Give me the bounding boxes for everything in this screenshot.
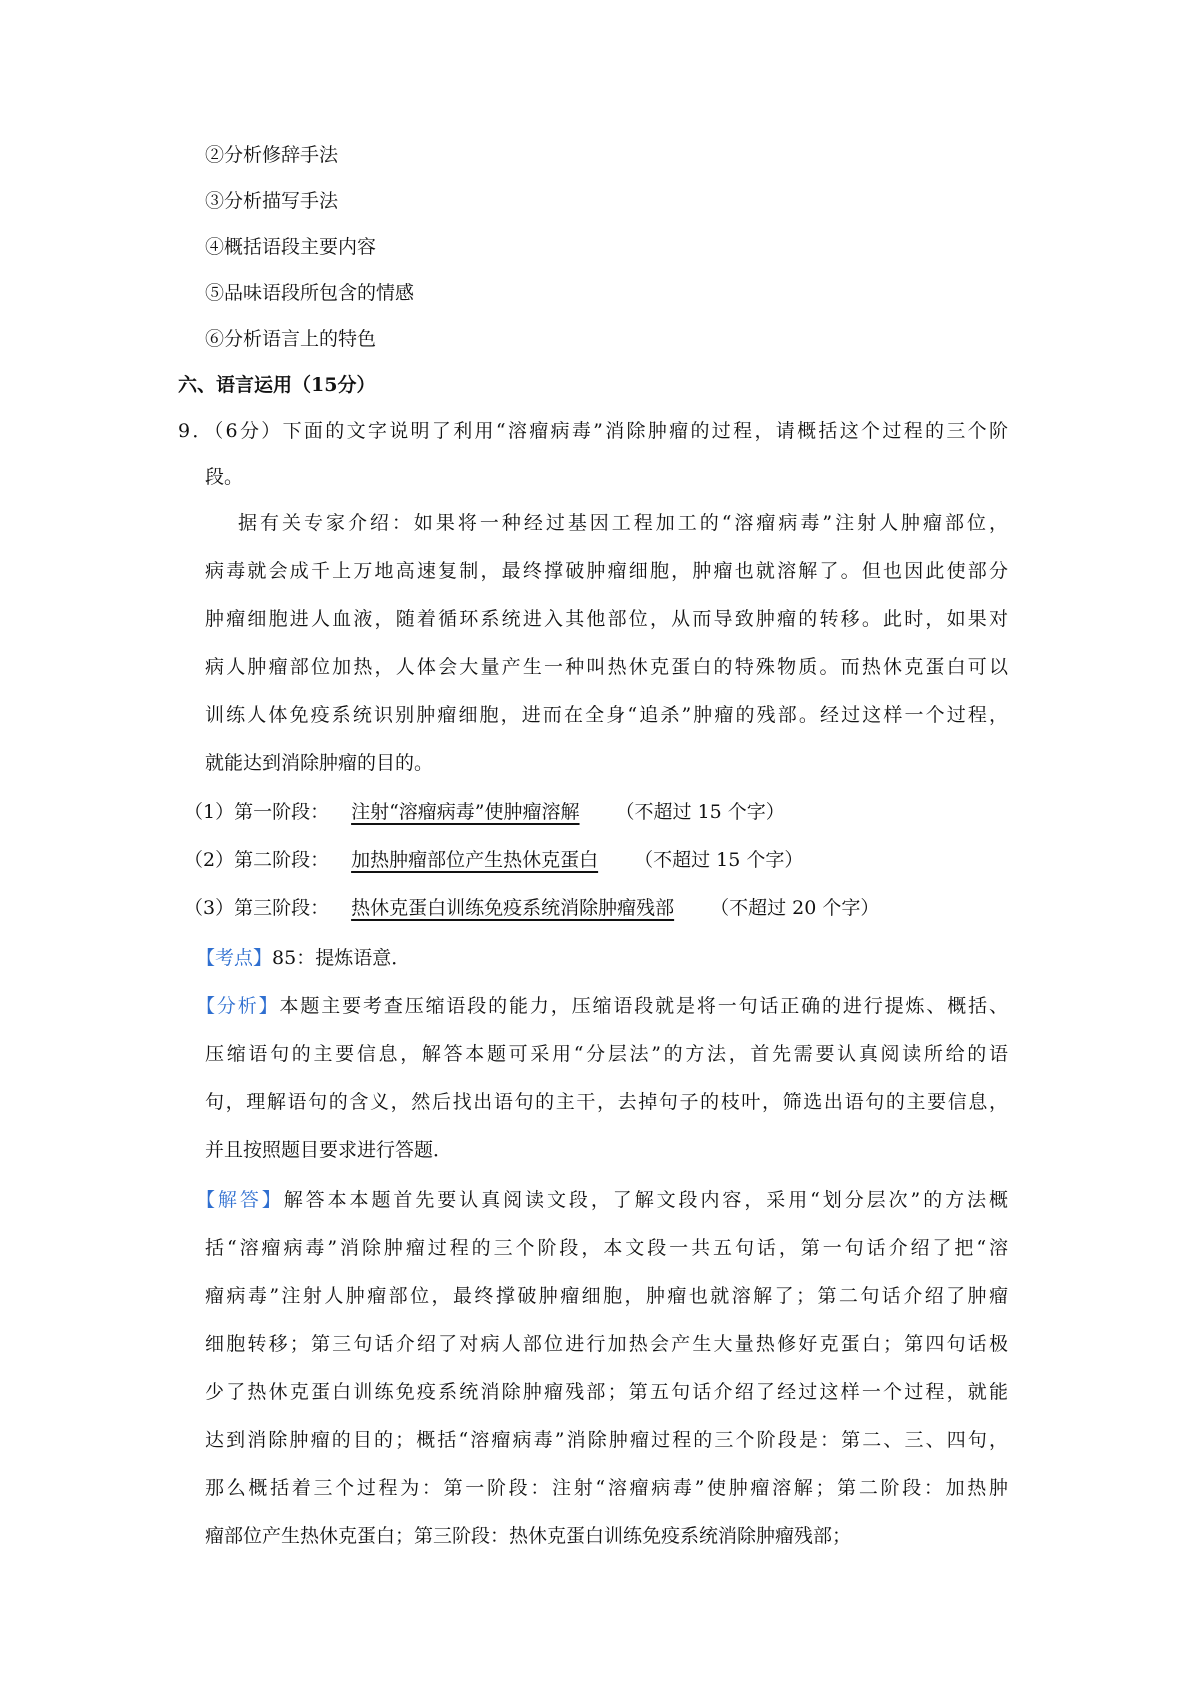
option-4: ④概括语段主要内容 bbox=[205, 236, 377, 258]
kaodian-tag: 【考点】 bbox=[196, 947, 273, 969]
stage-2-answer: 加热肿瘤部位产生热休克蛋白 bbox=[351, 849, 599, 871]
passage-line-1: 据有关专家介绍：如果将一种经过基因工程加工的“溶瘤病毒”注射人肿瘤部位， bbox=[238, 512, 1008, 534]
jieda-tag: 【解答】 bbox=[196, 1189, 284, 1211]
passage-line-3: 肿瘤细胞进人血液，随着循环系统进入其他部位，从而导致肿瘤的转移。此时，如果对 bbox=[205, 608, 1008, 630]
jieda-line-4: 细胞转移；第三句话介绍了对病人部位进行加热会产生大量热修好克蛋白；第四句话极 bbox=[205, 1333, 1008, 1355]
option-2: ②分析修辞手法 bbox=[205, 144, 339, 166]
stage-2-prefix: （2）第二阶段： bbox=[184, 849, 330, 871]
fenxi-text-1: 本题主要考查压缩语段的能力，压缩语段就是将一句话正确的进行提炼、概括、 bbox=[279, 995, 1008, 1017]
stage-2-limit: （不超过 15 个字） bbox=[634, 849, 804, 871]
fenxi-line-2: 压缩语句的主要信息，解答本题可采用“分层法”的方法，首先需要认真阅读所给的语 bbox=[205, 1043, 1008, 1065]
fenxi-line-1 bbox=[196, 991, 1008, 1021]
jieda-line-1 bbox=[196, 1185, 1008, 1215]
fenxi-tag: 【分析】 bbox=[196, 995, 280, 1017]
stage-2 bbox=[184, 845, 803, 875]
fenxi-line-3: 句，理解语句的含义，然后找出语句的主干，去掉句子的枝叶，筛选出语句的主要信息， bbox=[205, 1091, 1008, 1113]
stage-3-limit: （不超过 20 个字） bbox=[710, 897, 880, 919]
jieda-line-3: 瘤病毒”注射人肿瘤部位，最终撑破肿瘤细胞，肿瘤也就溶解了；第二句话介绍了肿瘤 bbox=[205, 1285, 1008, 1307]
passage-line-4: 病人肿瘤部位加热，人体会大量产生一种叫热休克蛋白的特殊物质。而热休克蛋白可以 bbox=[205, 656, 1008, 678]
question-line-1: 9．（6分）下面的文字说明了利用“溶瘤病毒”消除肿瘤的过程，请概括这个过程的三个阶 bbox=[178, 420, 1008, 442]
passage-line-5: 训练人体免疫系统识别肿瘤细胞，进而在全身“追杀”肿瘤的残部。经过这样一个过程， bbox=[205, 704, 1008, 726]
option-5: ⑤品味语段所包含的情感 bbox=[205, 282, 415, 304]
option-6: ⑥分析语言上的特色 bbox=[205, 328, 377, 350]
jieda-line-2: 括“溶瘤病毒”消除肿瘤过程的三个阶段，本文段一共五句话，第一句话介绍了把“溶 bbox=[205, 1237, 1008, 1259]
kaodian-text: 85：提炼语意． bbox=[272, 947, 411, 969]
jieda-line-8: 瘤部位产生热休克蛋白；第三阶段：热休克蛋白训练免疫系统消除肿瘤残部； bbox=[205, 1525, 852, 1547]
stage-1-limit: （不超过 15 个字） bbox=[615, 801, 785, 823]
question-line-2: 段。 bbox=[205, 466, 244, 488]
passage-line-2: 病毒就会成千上万地高速复制，最终撑破肿瘤细胞，肿瘤也就溶解了。但也因此使部分 bbox=[205, 560, 1008, 582]
kaodian-row bbox=[196, 943, 410, 973]
fenxi-line-4: 并且按照题目要求进行答题． bbox=[205, 1139, 453, 1161]
option-3: ③分析描写手法 bbox=[205, 190, 339, 212]
jieda-line-5: 少了热休克蛋白训练免疫系统消除肿瘤残部；第五句话介绍了经过这样一个过程，就能 bbox=[205, 1381, 1008, 1403]
jieda-text-1: 解答本本题首先要认真阅读文段，了解文段内容，采用“划分层次”的方法概 bbox=[283, 1189, 1008, 1211]
jieda-line-6: 达到消除肿瘤的目的；概括“溶瘤病毒”消除肿瘤过程的三个阶段是：第二、三、四句， bbox=[205, 1429, 1008, 1451]
stage-1-answer: 注射“溶瘤病毒”使肿瘤溶解 bbox=[351, 801, 580, 823]
section-title: 六、语言运用（15分） bbox=[178, 374, 376, 396]
stage-3 bbox=[184, 893, 879, 923]
stage-1-prefix: （1）第一阶段： bbox=[184, 801, 330, 823]
passage-line-6: 就能达到消除肿瘤的目的。 bbox=[205, 752, 434, 774]
stage-3-answer: 热休克蛋白训练免疫系统消除肿瘤残部 bbox=[351, 897, 675, 919]
jieda-line-7: 那么概括着三个过程为：第一阶段：注射“溶瘤病毒”使肿瘤溶解；第二阶段：加热肿 bbox=[205, 1477, 1008, 1499]
stage-3-prefix: （3）第三阶段： bbox=[184, 897, 330, 919]
stage-1 bbox=[184, 797, 785, 827]
